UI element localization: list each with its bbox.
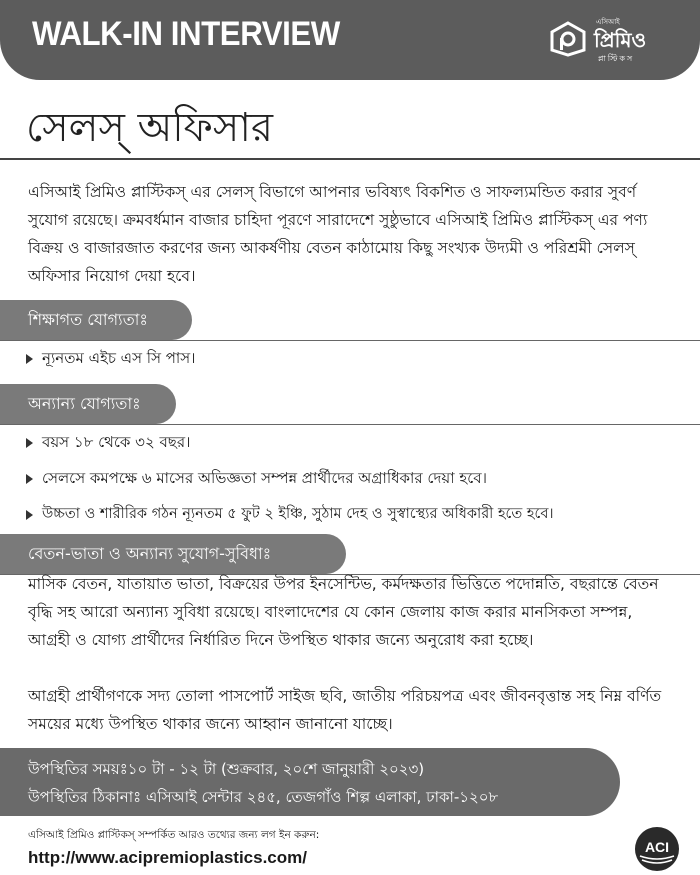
premio-logo: [550, 12, 666, 68]
application-instructions: আগ্রহী প্রার্থীগণকে সদ্য তোলা পাসপোর্ট সাইজ ছবি, জাতীয় পরিচয়পত্র এবং জীবনবৃত্তান্ত সহ নিম্ন বর্ণিত সময়ের মধ্যে উপস্থিত থাকার জন্যে আহ্বান জানানো যাচ্ছে।: [28, 687, 662, 733]
footer-note: এসিআই প্রিমিও প্লাস্টিকস্ সম্পর্কিত আরও তথ্যের জন্য লগ ইন করুন:: [28, 829, 320, 841]
title-divider: [0, 158, 700, 160]
other-qualifications-list: [26, 426, 686, 530]
job-title: সেলস্ অফিসার: [26, 105, 273, 151]
list-item: ন্যূনতম এইচ এস সি পাস।: [26, 342, 686, 374]
benefits-paragraph: মাসিক বেতন, যাতায়াত ভাতা, বিক্রয়ের উপর ইনসেন্টিভ, কর্মদক্ষতার ভিত্তিতে পদোন্নতি, বছরান্তে বেতন বৃদ্ধি সহ আরো অন্যান্য সুবিধা রয়েছে। বাংলাদেশের যে কোন জেলায় কাজ করার মানসিকতা সম্পন্ন, আগ্রহী ও যোগ্য প্রার্থীদের নির্ধারিত দিনে উপস্থিত থাকার জন্যে অনুরোধ করা হচ্ছে।: [28, 575, 659, 649]
list-item: সেলসে কমপক্ষে ৬ মাসের অভিজ্ঞতা সম্পন্ন প্রার্থীদের অগ্রাধিকার দেয়া হবে।: [26, 462, 686, 494]
premio-logo-icon: [550, 21, 586, 57]
bullet-triangle-icon: [26, 510, 33, 520]
logo-company-text: এসিআই: [596, 18, 620, 26]
aci-logo-icon: [634, 826, 680, 872]
header-title: WALK-IN INTERVIEW: [32, 15, 340, 53]
attendance-time: উপস্থিতির সময়ঃ১০ টা - ১২ টা (শুক্রবার, ২০শে জানুয়ারী ২০২৩): [28, 760, 425, 778]
bullet-triangle-icon: [26, 438, 33, 448]
education-heading: শিক্ষাগত যোগ্যতাঃ: [0, 300, 192, 340]
aci-logo-text: ACI: [644, 839, 670, 855]
attendance-address: উপস্থিতির ঠিকানাঃ এসিআই সেন্টার ২৪৫, তেজগাঁও শিল্প এলাকা, ঢাকা-১২০৮: [28, 788, 499, 806]
header-banner: [0, 0, 700, 80]
bullet-triangle-icon: [26, 474, 33, 484]
logo-brand-text: প্রিমিও: [594, 28, 647, 52]
list-item: বয়স ১৮ থেকে ৩২ বছর।: [26, 426, 686, 458]
other-qualifications-heading: অন্যান্য যোগ্যতাঃ: [0, 384, 176, 424]
list-item: উচ্চতা ও শারীরিক গঠন ন্যূনতম ৫ ফুট ২ ইঞ্চি, সুঠাম দেহ ও সুস্বাস্থ্যের অধিকারী হতে হবে।: [26, 498, 686, 530]
education-list: [26, 342, 686, 374]
section-divider: [0, 340, 700, 341]
attendance-info-bar: [0, 748, 620, 816]
section-divider: [0, 424, 700, 425]
bullet-triangle-icon: [26, 354, 33, 364]
intro-paragraph: এসিআই প্রিমিও প্লাস্টিকস্ এর সেলস্ বিভাগে আপনার ভবিষ্যৎ বিকশিত ও সাফল্যমন্ডিত করার সুবর্ণ সুযোগ রয়েছে। ক্রমবর্ধমান বাজার চাহিদা পূরণে সারাদেশে সুষ্ঠুভাবে এসিআই প্রিমিও প্লাস্টিকস্ এর পণ্য বিক্রয় ও বাজারজাত করণের জন্য আকর্ষণীয় বেতন কাঠামোয় কিছু সংখ্যক উদ্যমী ও পরিশ্রমী সেলস্ অফিসার নিয়োগ দেয়া হবে।: [28, 183, 648, 285]
benefits-heading: বেতন-ভাতা ও অন্যান্য সুযোগ-সুবিধাঃ: [0, 534, 346, 574]
logo-sub-text: প্লাস্টিকস: [598, 54, 635, 63]
website-link[interactable]: http://www.acipremioplastics.com/: [28, 848, 307, 867]
